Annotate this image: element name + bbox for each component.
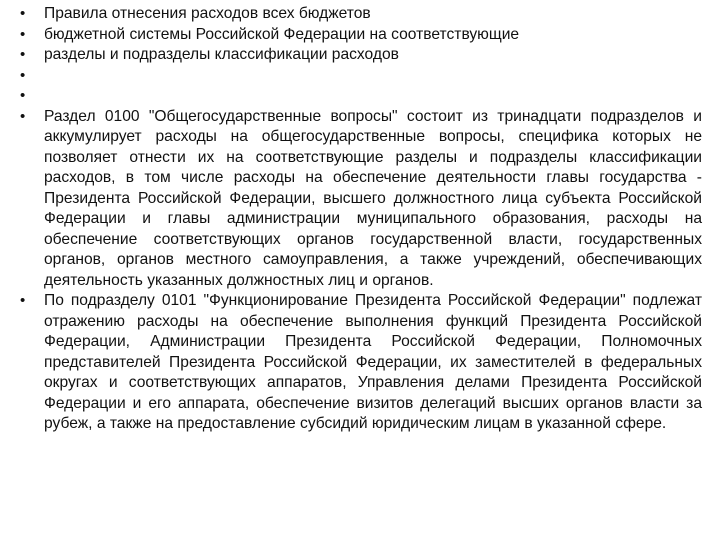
bullet-icon: •: [20, 87, 26, 104]
paragraph-text: По подразделу 0101 "Функционирование Президента Российской Федерации" подлежат отражению расходы на обеспечение выполнения функций Президента Российской Федерации, Администрации Президента Российской Федерации, Полномочных представителей Президента Российской Федерации, их заместителей в федеральных округах и соответствующих аппаратов, Управления делами Президента Российской Федерации и его аппарата, обеспечение визитов делегаций высших органов власти за рубеж, а также на предоставление субсидий юридическим лицам в указанной сфере.: [44, 292, 702, 432]
heading-text: разделы и подразделы классификации расходов: [44, 46, 399, 63]
paragraph-text: Раздел 0100 "Общегосударственные вопросы" состоит из тринадцати подразделов и аккумулирует расходы на общегосударственные вопросы, специфика которых не позволяет отнести их на соответствующие разделы и подразделы классификации расходов, в том числе расходы на обеспечение деятельности главы государства - Президента Российской Федерации, высшего должностного лица субъекта Российской Федерации и главы администрации муниципального образования, расходы на обеспечение соответствующих органов государственной власти, государственных органов, органов местного самоуправления, а также учреждений, обеспечивающих деятельность указанных должностных лиц и органов.: [44, 107, 702, 289]
bullet-list: [20, 4, 702, 435]
paragraph-section-0100: [20, 107, 702, 292]
heading-line-2: [20, 25, 702, 46]
heading-text: бюджетной системы Российской Федерации на соответствующие: [44, 25, 520, 43]
empty-bullet-2: [20, 86, 702, 107]
bullet-icon: •: [20, 5, 26, 22]
bullet-icon: •: [20, 66, 26, 84]
bullet-icon: •: [20, 46, 26, 63]
heading-text: Правила отнесения расходов всех бюджетов: [44, 5, 371, 22]
empty-bullet-1: [20, 66, 702, 87]
heading-line-3: [20, 45, 702, 66]
paragraph-subsection-0101: [20, 291, 702, 435]
bullet-icon: •: [20, 25, 26, 43]
heading-line-1: [20, 4, 702, 25]
bullet-icon: •: [20, 292, 26, 309]
bullet-icon: •: [20, 107, 26, 125]
